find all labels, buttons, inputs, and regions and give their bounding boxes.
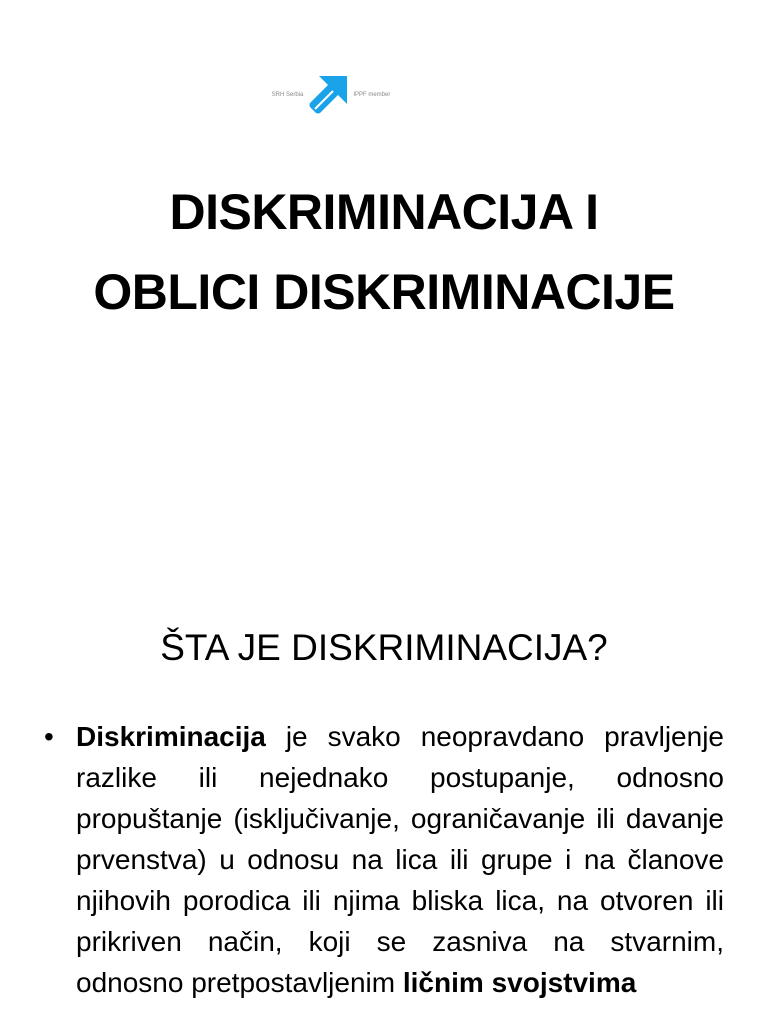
organization-logo bbox=[266, 76, 396, 114]
section-heading: ŠTA JE DISKRIMINACIJA? bbox=[160, 627, 608, 668]
emphasis-bold: ličnim svojstvima bbox=[402, 967, 637, 998]
list-item bbox=[40, 716, 724, 1003]
term-bold: Diskriminacija bbox=[76, 721, 266, 752]
title-line-1: DISKRIMINACIJA I bbox=[169, 184, 599, 240]
title-line-2: OBLICI DISKRIMINACIJE bbox=[93, 264, 675, 320]
bullet-list bbox=[40, 716, 724, 1003]
logo-left-text: SRH Serbia bbox=[271, 92, 304, 98]
bullet-marker: • bbox=[44, 721, 54, 752]
arrow-up-right-icon bbox=[309, 76, 347, 114]
definition-text: je svako neopravdano pravljenje razlike ili nejednako postupanje, odnosno propuštanje (isključivanje, ograničavanje ili davanje prvenstva) u odnosu na lica ili grupe i na članove njihovih porodica ili njima bliska lica, na otvoren ili prikriven način, koji se zasniva na stvarnim, odnosno pretpostavljenim bbox=[76, 721, 724, 998]
logo-right-text: IPPF member bbox=[353, 92, 391, 98]
page-title bbox=[40, 172, 728, 332]
definition-slide bbox=[0, 576, 768, 1024]
